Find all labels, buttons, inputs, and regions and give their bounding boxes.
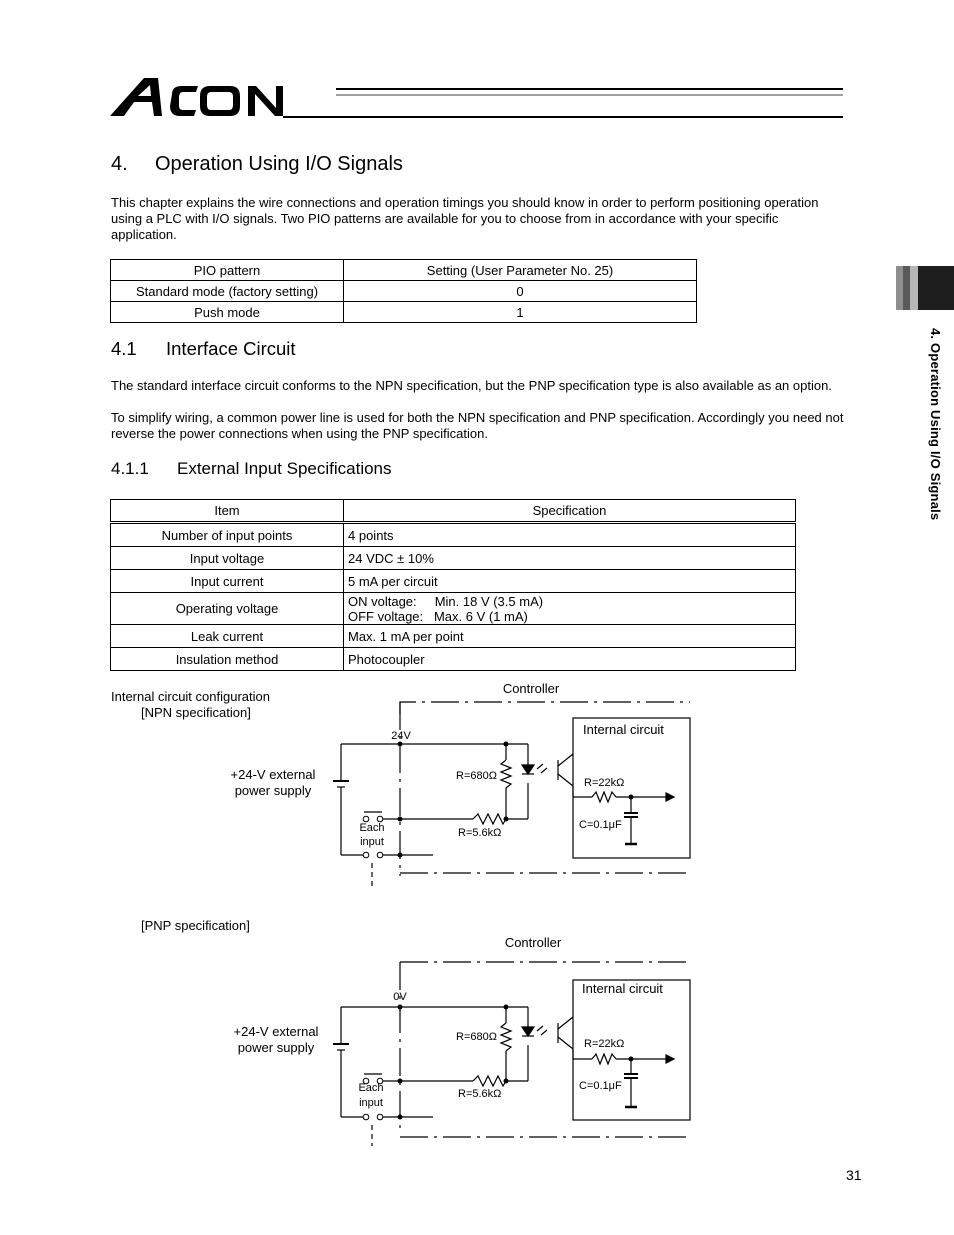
table-row: [111, 570, 796, 593]
table-cell: Push mode: [111, 302, 344, 323]
on-voltage-text: ON voltage: Min. 18 V (3.5 mA): [348, 593, 544, 609]
npn-caption-line2: [NPN specification]: [141, 705, 251, 720]
table-row: [111, 302, 697, 323]
table-header-cell: Item: [111, 500, 344, 523]
table-cell: Operating voltage: [111, 593, 344, 625]
table-cell: 24 VDC ± 10%: [344, 547, 796, 570]
table-header-row: [111, 260, 697, 281]
table-cell: 5 mA per circuit: [344, 570, 796, 593]
table-cell: Leak current: [111, 625, 344, 648]
table-cell: Standard mode (factory setting): [111, 281, 344, 302]
power-line2: power supply: [234, 783, 312, 798]
table-cell: 1: [344, 302, 697, 323]
npn-caption-line1: Internal circuit configuration: [111, 689, 270, 704]
table-row: [111, 281, 697, 302]
subsection-para-2: To simplify wiring, a common power line is used for both the NPN specification and PNP specification. Accordingly you need not reverse the power connections when using the PNP specification.: [111, 410, 844, 441]
subsection-para-1: The standard interface circuit conforms to the NPN specification, but the PNP specification type is also available as an option.: [111, 378, 832, 393]
pnp-controller-label: Controller: [504, 935, 562, 950]
section-intro: This chapter explains the wire connections and operation timings you should know in order to perform positioning operation using a PLC with I/O signals. Two PIO patterns are available for you to choose from in accordance with your specific application.: [111, 195, 819, 242]
table-cell: Number of input points: [111, 523, 344, 547]
section-title: Operation Using I/O Signals: [155, 153, 403, 175]
power-line1: +24-V external: [233, 1024, 319, 1039]
pnp-voltage-label: 0V: [393, 991, 407, 1003]
subsection-number: 4.1: [111, 338, 137, 359]
table-row: [111, 625, 796, 648]
subsubsection-title: External Input Specifications: [177, 459, 392, 478]
pnp-internal-circuit-label: Internal circuit: [582, 981, 663, 996]
table-cell: Input voltage: [111, 547, 344, 570]
pnp-r56k-label: R=5.6kΩ: [458, 1088, 502, 1100]
npn-voltage-label: 24V: [391, 730, 411, 742]
table-cell: 4 points: [344, 523, 796, 547]
table-row: [111, 523, 796, 547]
table-row: [111, 648, 796, 671]
chapter-side-label: 4. Operation Using I/O Signals: [928, 328, 943, 521]
subsection-heading: [111, 338, 296, 360]
power-line1: +24-V external: [230, 767, 316, 782]
table-cell: Max. 1 mA per point: [344, 625, 796, 648]
table-row: [111, 593, 796, 625]
table-header-cell: Setting (User Parameter No. 25): [344, 260, 697, 281]
npn-input-label: input: [360, 836, 384, 848]
section-heading: [111, 153, 403, 176]
npn-power-supply-label: [226, 767, 320, 799]
table-row: [111, 547, 796, 570]
npn-internal-circuit-label: Internal circuit: [583, 722, 664, 737]
pnp-c01-label: C=0.1μF: [579, 1080, 622, 1092]
table-header-cell: PIO pattern: [111, 260, 344, 281]
pnp-each-label: Each: [358, 1082, 384, 1094]
pnp-circuit-diagram: [330, 934, 700, 1149]
subsection-title: Interface Circuit: [166, 338, 296, 359]
npn-circuit-diagram: [330, 676, 700, 891]
section-number: 4.: [111, 153, 128, 175]
table-header-cell: Specification: [344, 500, 796, 523]
npn-controller-label: Controller: [502, 681, 560, 696]
npn-c01-label: C=0.1μF: [579, 819, 622, 831]
subsubsection-number: 4.1.1: [111, 459, 149, 478]
pnp-input-label: input: [359, 1097, 383, 1109]
npn-r56k-label: R=5.6kΩ: [458, 827, 502, 839]
table-cell: Photocoupler: [344, 648, 796, 671]
table-header-row: [111, 500, 796, 523]
pnp-power-supply-label: [229, 1024, 323, 1056]
npn-r680-label: R=680Ω: [456, 770, 497, 782]
table-cell: Input current: [111, 570, 344, 593]
pnp-caption: [PNP specification]: [141, 918, 250, 933]
chapter-tab-marker: [896, 266, 954, 310]
table-cell: Insulation method: [111, 648, 344, 671]
pio-pattern-table: [110, 259, 697, 323]
external-input-spec-table: [110, 499, 796, 671]
table-cell: 0: [344, 281, 697, 302]
acon-logo: [110, 72, 850, 122]
npn-each-label: Each: [359, 822, 385, 834]
pnp-r680-label: R=680Ω: [456, 1031, 497, 1043]
table-cell: [344, 593, 796, 625]
page-number: 31: [846, 1167, 862, 1183]
npn-r22k-label: R=22kΩ: [584, 777, 625, 789]
off-voltage-text: OFF voltage: Max. 6 V (1 mA): [348, 608, 528, 624]
subsubsection-heading: [111, 459, 392, 479]
power-line2: power supply: [237, 1040, 315, 1055]
pnp-r22k-label: R=22kΩ: [584, 1038, 625, 1050]
